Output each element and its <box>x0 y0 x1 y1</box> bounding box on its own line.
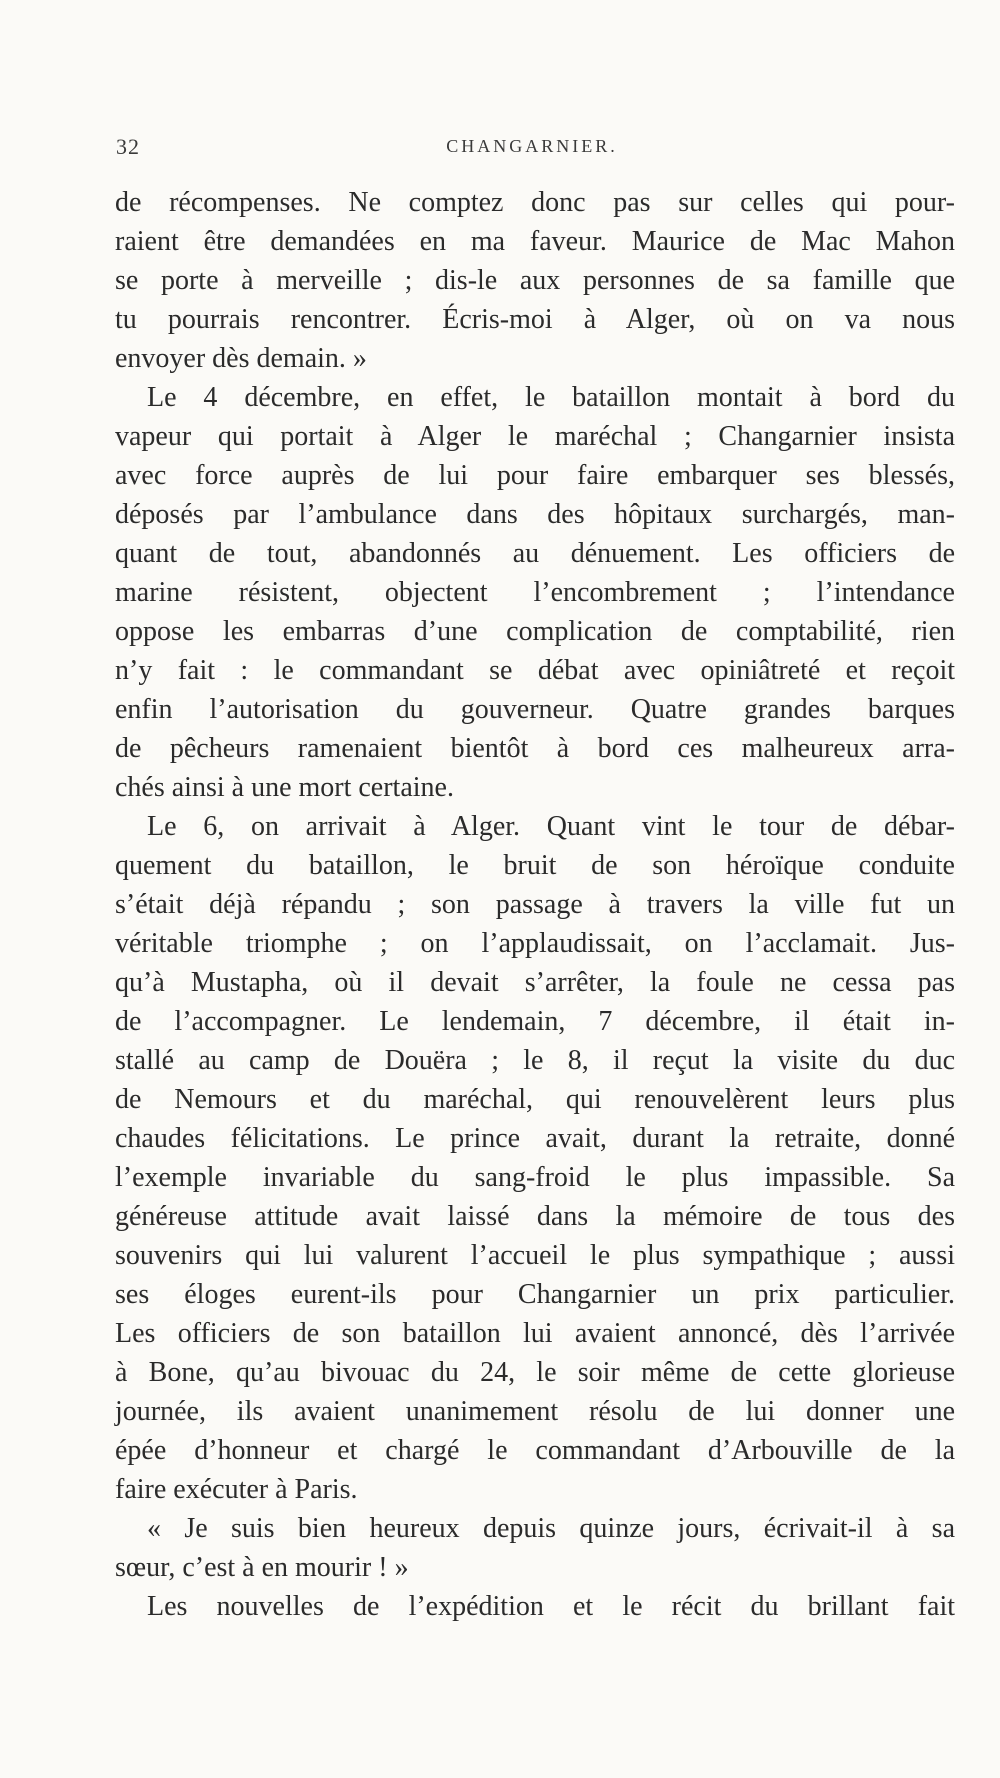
text-line: l’exemple invariable du sang-froid le plus impassible. Sa <box>115 1162 955 1193</box>
text-line: à Bone, qu’au bivouac du 24, le soir même de cette glorieuse <box>115 1357 955 1388</box>
text-line: avec force auprès de lui pour faire embarquer ses blessés, <box>115 460 955 491</box>
text-line: Le 6, on arrivait à Alger. Quant vint le tour de débar- <box>147 811 955 842</box>
text-line: tu pourrais rencontrer. Écris-moi à Alger, où on va nous <box>115 304 955 335</box>
text-line: raient être demandées en ma faveur. Maurice de Mac Mahon <box>115 226 955 257</box>
running-title: CHANGARNIER. <box>446 136 618 156</box>
text-line: Le 4 décembre, en effet, le bataillon montait à bord du <box>147 382 955 413</box>
text-line: souvenirs qui lui valurent l’accueil le plus sympathique ; aussi <box>115 1240 955 1271</box>
text-line: stallé au camp de Douëra ; le 8, il reçut la visite du duc <box>115 1045 955 1076</box>
text-line: qu’à Mustapha, où il devait s’arrêter, la foule ne cessa pas <box>115 967 955 998</box>
text-line: de récompenses. Ne comptez donc pas sur celles qui pour- <box>115 187 955 218</box>
text-line: Les officiers de son bataillon lui avaient annoncé, dès l’arrivée <box>115 1318 955 1349</box>
text-line: déposés par l’ambulance dans des hôpitaux surchargés, man- <box>115 499 955 530</box>
text-line: ses éloges eurent-ils pour Changarnier un prix particulier. <box>115 1279 955 1310</box>
text-line: de pêcheurs ramenaient bientôt à bord ces malheureux arra- <box>115 733 955 764</box>
text-line: chaudes félicitations. Le prince avait, durant la retraite, donné <box>115 1123 955 1154</box>
text-line: Les nouvelles de l’expédition et le récit du brillant fait <box>147 1591 955 1622</box>
text-line: envoyer dès demain. » <box>115 343 367 374</box>
text-line: vapeur qui portait à Alger le maréchal ; Changarnier insista <box>115 421 955 452</box>
text-line: faire exécuter à Paris. <box>115 1474 358 1505</box>
text-line: de Nemours et du maréchal, qui renouvelèrent leurs plus <box>115 1084 955 1115</box>
text-line: oppose les embarras d’une complication de comptabilité, rien <box>115 616 955 647</box>
text-line: s’était déjà répandu ; son passage à travers la ville fut un <box>115 889 955 920</box>
text-line: journée, ils avaient unanimement résolu de lui donner une <box>115 1396 955 1427</box>
text-line: quement du bataillon, le bruit de son héroïque conduite <box>115 850 955 881</box>
text-line: épée d’honneur et chargé le commandant d’Arbouville de la <box>115 1435 955 1466</box>
text-line: enfin l’autorisation du gouverneur. Quatre grandes barques <box>115 694 955 725</box>
text-line: généreuse attitude avait laissé dans la mémoire de tous des <box>115 1201 955 1232</box>
text-line: n’y fait : le commandant se débat avec opiniâtreté et reçoit <box>115 655 955 686</box>
text-line: « Je suis bien heureux depuis quinze jours, écrivait-il à sa <box>147 1513 955 1544</box>
text-line: véritable triomphe ; on l’applaudissait, on l’acclamait. Jus- <box>115 928 955 959</box>
page-number: 32 <box>116 134 140 159</box>
body-text <box>115 183 955 1626</box>
text-line: chés ainsi à une mort certaine. <box>115 772 454 803</box>
running-head <box>114 134 950 168</box>
text-line: sœur, c’est à en mourir ! » <box>115 1552 409 1583</box>
text-line: marine résistent, objectent l’encombrement ; l’intendance <box>115 577 955 608</box>
text-line: quant de tout, abandonnés au dénuement. Les officiers de <box>115 538 955 569</box>
text-line: de l’accompagner. Le lendemain, 7 décembre, il était in- <box>115 1006 955 1037</box>
text-line: se porte à merveille ; dis-le aux personnes de sa famille que <box>115 265 955 296</box>
